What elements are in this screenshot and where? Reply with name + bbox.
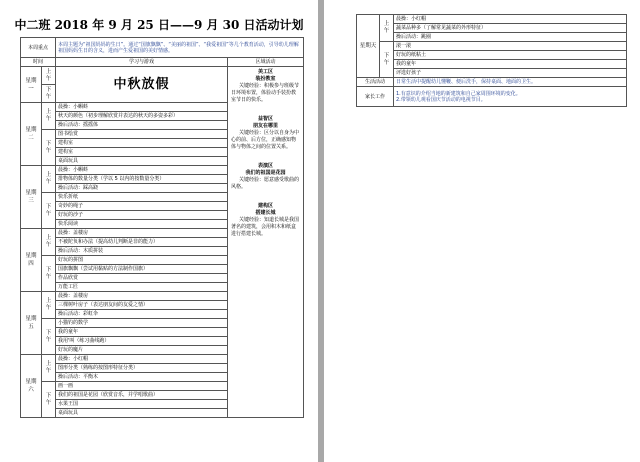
focus-label: 本周重点 bbox=[21, 38, 56, 58]
page-right bbox=[324, 0, 640, 462]
activity-item: 好玩的魔片 bbox=[56, 346, 228, 355]
am-label: 上午 bbox=[42, 166, 56, 193]
zone-title: 益智区 朋友在哪里 bbox=[253, 116, 279, 129]
activity-item: 奇妙的绳子 bbox=[56, 202, 228, 211]
zone-title: 建构区 搭建长城 bbox=[255, 203, 276, 216]
am-label: 上午 bbox=[42, 103, 56, 130]
activity-item: 我们的祖国是花园（欣赏音乐，并学唱歌曲） bbox=[56, 391, 228, 400]
day-label: 星期天 bbox=[357, 15, 380, 78]
activity-item: 好玩的拼图 bbox=[56, 256, 228, 265]
pm-label: 下午 bbox=[380, 42, 394, 78]
am-label: 上午 bbox=[380, 15, 394, 42]
activity-item: 建构室 bbox=[56, 139, 228, 148]
activity-item: 我的童年 bbox=[56, 328, 228, 337]
am-label: 上午 bbox=[42, 67, 56, 85]
zone-body: 关键经验：知道长城是我国著名的建筑，会用积木和纸盒进行搭建长城。 bbox=[231, 217, 300, 237]
activity-item: 小猫钓的数学 bbox=[56, 319, 228, 328]
pm-label: 下午 bbox=[42, 319, 56, 355]
family-item: 1.有意识的介绍当地的新建筑和自己家周围环境的变化。 bbox=[396, 90, 521, 97]
zone-activities bbox=[228, 67, 304, 418]
header-learn: 学习与游戏 bbox=[56, 58, 228, 67]
activity-item: 评选好孩子 bbox=[394, 69, 627, 78]
activity-item: 晨操：盖楼房 bbox=[56, 229, 228, 238]
activity-item: 操后活动：木质拼装 bbox=[56, 247, 228, 256]
zone-title: 表演区 我们的祖国是花园 bbox=[245, 163, 286, 176]
activity-item: 图形分类（熟练的按图形特征分类） bbox=[56, 364, 228, 373]
activity-item: 好玩的纸粘土 bbox=[394, 51, 627, 60]
day-label: 星期二 bbox=[21, 103, 42, 166]
activity-item: 建构室 bbox=[56, 148, 228, 157]
activity-item: 晨操：小红帽 bbox=[394, 15, 627, 24]
pm-label: 下午 bbox=[42, 85, 56, 103]
zone-body: 关键经验：区分以自身为中心的前、后方位，正确感知物体与物体之间的位置关系。 bbox=[231, 130, 300, 150]
pm-label: 下午 bbox=[42, 193, 56, 229]
activity-item: 作品欣赏 bbox=[56, 274, 228, 283]
activity-item: 国旗飘飘（尝试用黏贴的方法制作国旗） bbox=[56, 265, 228, 274]
activity-item: 操后活动：平衡木 bbox=[56, 373, 228, 382]
plan-table bbox=[20, 37, 304, 418]
activity-item: 滚一滚 bbox=[394, 42, 627, 51]
header-zone: 区域活动 bbox=[228, 58, 304, 67]
pm-label: 下午 bbox=[42, 256, 56, 292]
activity-item: 我用'叫（练习曲线跑） bbox=[56, 337, 228, 346]
activity-item: 水果王国 bbox=[56, 400, 228, 409]
header-time: 时间 bbox=[21, 58, 56, 67]
activity-item: 快乐折纸 bbox=[56, 193, 228, 202]
zone-block bbox=[231, 69, 300, 104]
activity-item: 操后活动：跳圈 bbox=[394, 33, 627, 42]
activity-item: 操后活动：彩虹伞 bbox=[56, 310, 228, 319]
activity-item: 不被陀负和办法（提高幼儿判断是非的能力） bbox=[56, 238, 228, 247]
life-text: 日常生活中提醒幼儿懂鞭、便后洗手，保持桌面、地面的卫生。 bbox=[394, 78, 627, 87]
activity-item: 蔬菜品种多（了解常见蔬菜的外形特征） bbox=[394, 24, 627, 33]
zone-title: 美工区 装扮教室 bbox=[255, 69, 276, 82]
am-label: 上午 bbox=[42, 355, 56, 382]
family-label: 家长工作 bbox=[357, 87, 394, 107]
zone-block bbox=[231, 203, 300, 238]
activity-item: 图书绘赏 bbox=[56, 130, 228, 139]
activity-item: 桌面玩具 bbox=[56, 409, 228, 418]
family-item: 2.带领幼儿观看国庆节活动的电视节目。 bbox=[396, 96, 486, 103]
activity-item: 我的童年 bbox=[394, 60, 627, 69]
document-title: 中二班 2018 年 9 月 25 日——9 月 30 日活动计划 bbox=[14, 18, 304, 32]
activity-item: 画一画 bbox=[56, 382, 228, 391]
activity-item: 晨操：小蝌蚪 bbox=[56, 103, 228, 112]
am-label: 上午 bbox=[42, 292, 56, 319]
day-label: 星期三 bbox=[21, 166, 42, 229]
zone-block bbox=[231, 163, 300, 191]
zone-body: 关键经验：积极参与班级节日环境布置，体验动手装扮教室节日的快乐。 bbox=[231, 83, 300, 103]
day-label: 星期四 bbox=[21, 229, 42, 292]
focus-text: 本周主题为“祖国妈妈的生日”。通过“国旗飘飘”、“美丽的祖国”、“我爱祖国”等几个教育活动，引导幼儿理解祖国妈妈生日的含义，进而产生爱祖国的美好情感。 bbox=[56, 38, 304, 58]
plan-table-continued bbox=[356, 14, 627, 107]
zone-body: 关键经验：愿意感受歌曲的风格。 bbox=[231, 177, 300, 190]
activity-item: 桌面玩具 bbox=[56, 157, 228, 166]
activity-item: 排物体的数量分类（学以 5 以内的按数量分类） bbox=[56, 175, 228, 184]
zone-block bbox=[231, 116, 300, 151]
activity-item: 晨操：小蝌蚪 bbox=[56, 166, 228, 175]
life-label: 生活活动 bbox=[357, 78, 394, 87]
pm-label: 下午 bbox=[42, 382, 56, 418]
day-label: 星期五 bbox=[21, 292, 42, 355]
pm-label: 下午 bbox=[42, 130, 56, 166]
holiday-note: 中秋放假 bbox=[56, 67, 228, 103]
day-label: 星期六 bbox=[21, 355, 42, 418]
activity-item: 万能工匠 bbox=[56, 283, 228, 292]
activity-item: 秋天的颜色（初步理解欣赏并表达的秋天的多姿多彩） bbox=[56, 112, 228, 121]
activity-item: 操后活动：踩高跷 bbox=[56, 184, 228, 193]
activity-item: 快乐阅读 bbox=[56, 220, 228, 229]
activity-item: 晨操：小红帽 bbox=[56, 355, 228, 364]
family-work bbox=[394, 87, 627, 107]
activity-item: 三棵树叶房子（表达朋友间的友爱之情） bbox=[56, 301, 228, 310]
activity-item: 晨操：盖楼房 bbox=[56, 292, 228, 301]
activity-item: 好玩的沙子 bbox=[56, 211, 228, 220]
am-label: 上午 bbox=[42, 229, 56, 256]
page-left bbox=[0, 0, 318, 462]
activity-item: 操后活动：摇摇体 bbox=[56, 121, 228, 130]
day-label: 星期一 bbox=[21, 67, 42, 103]
